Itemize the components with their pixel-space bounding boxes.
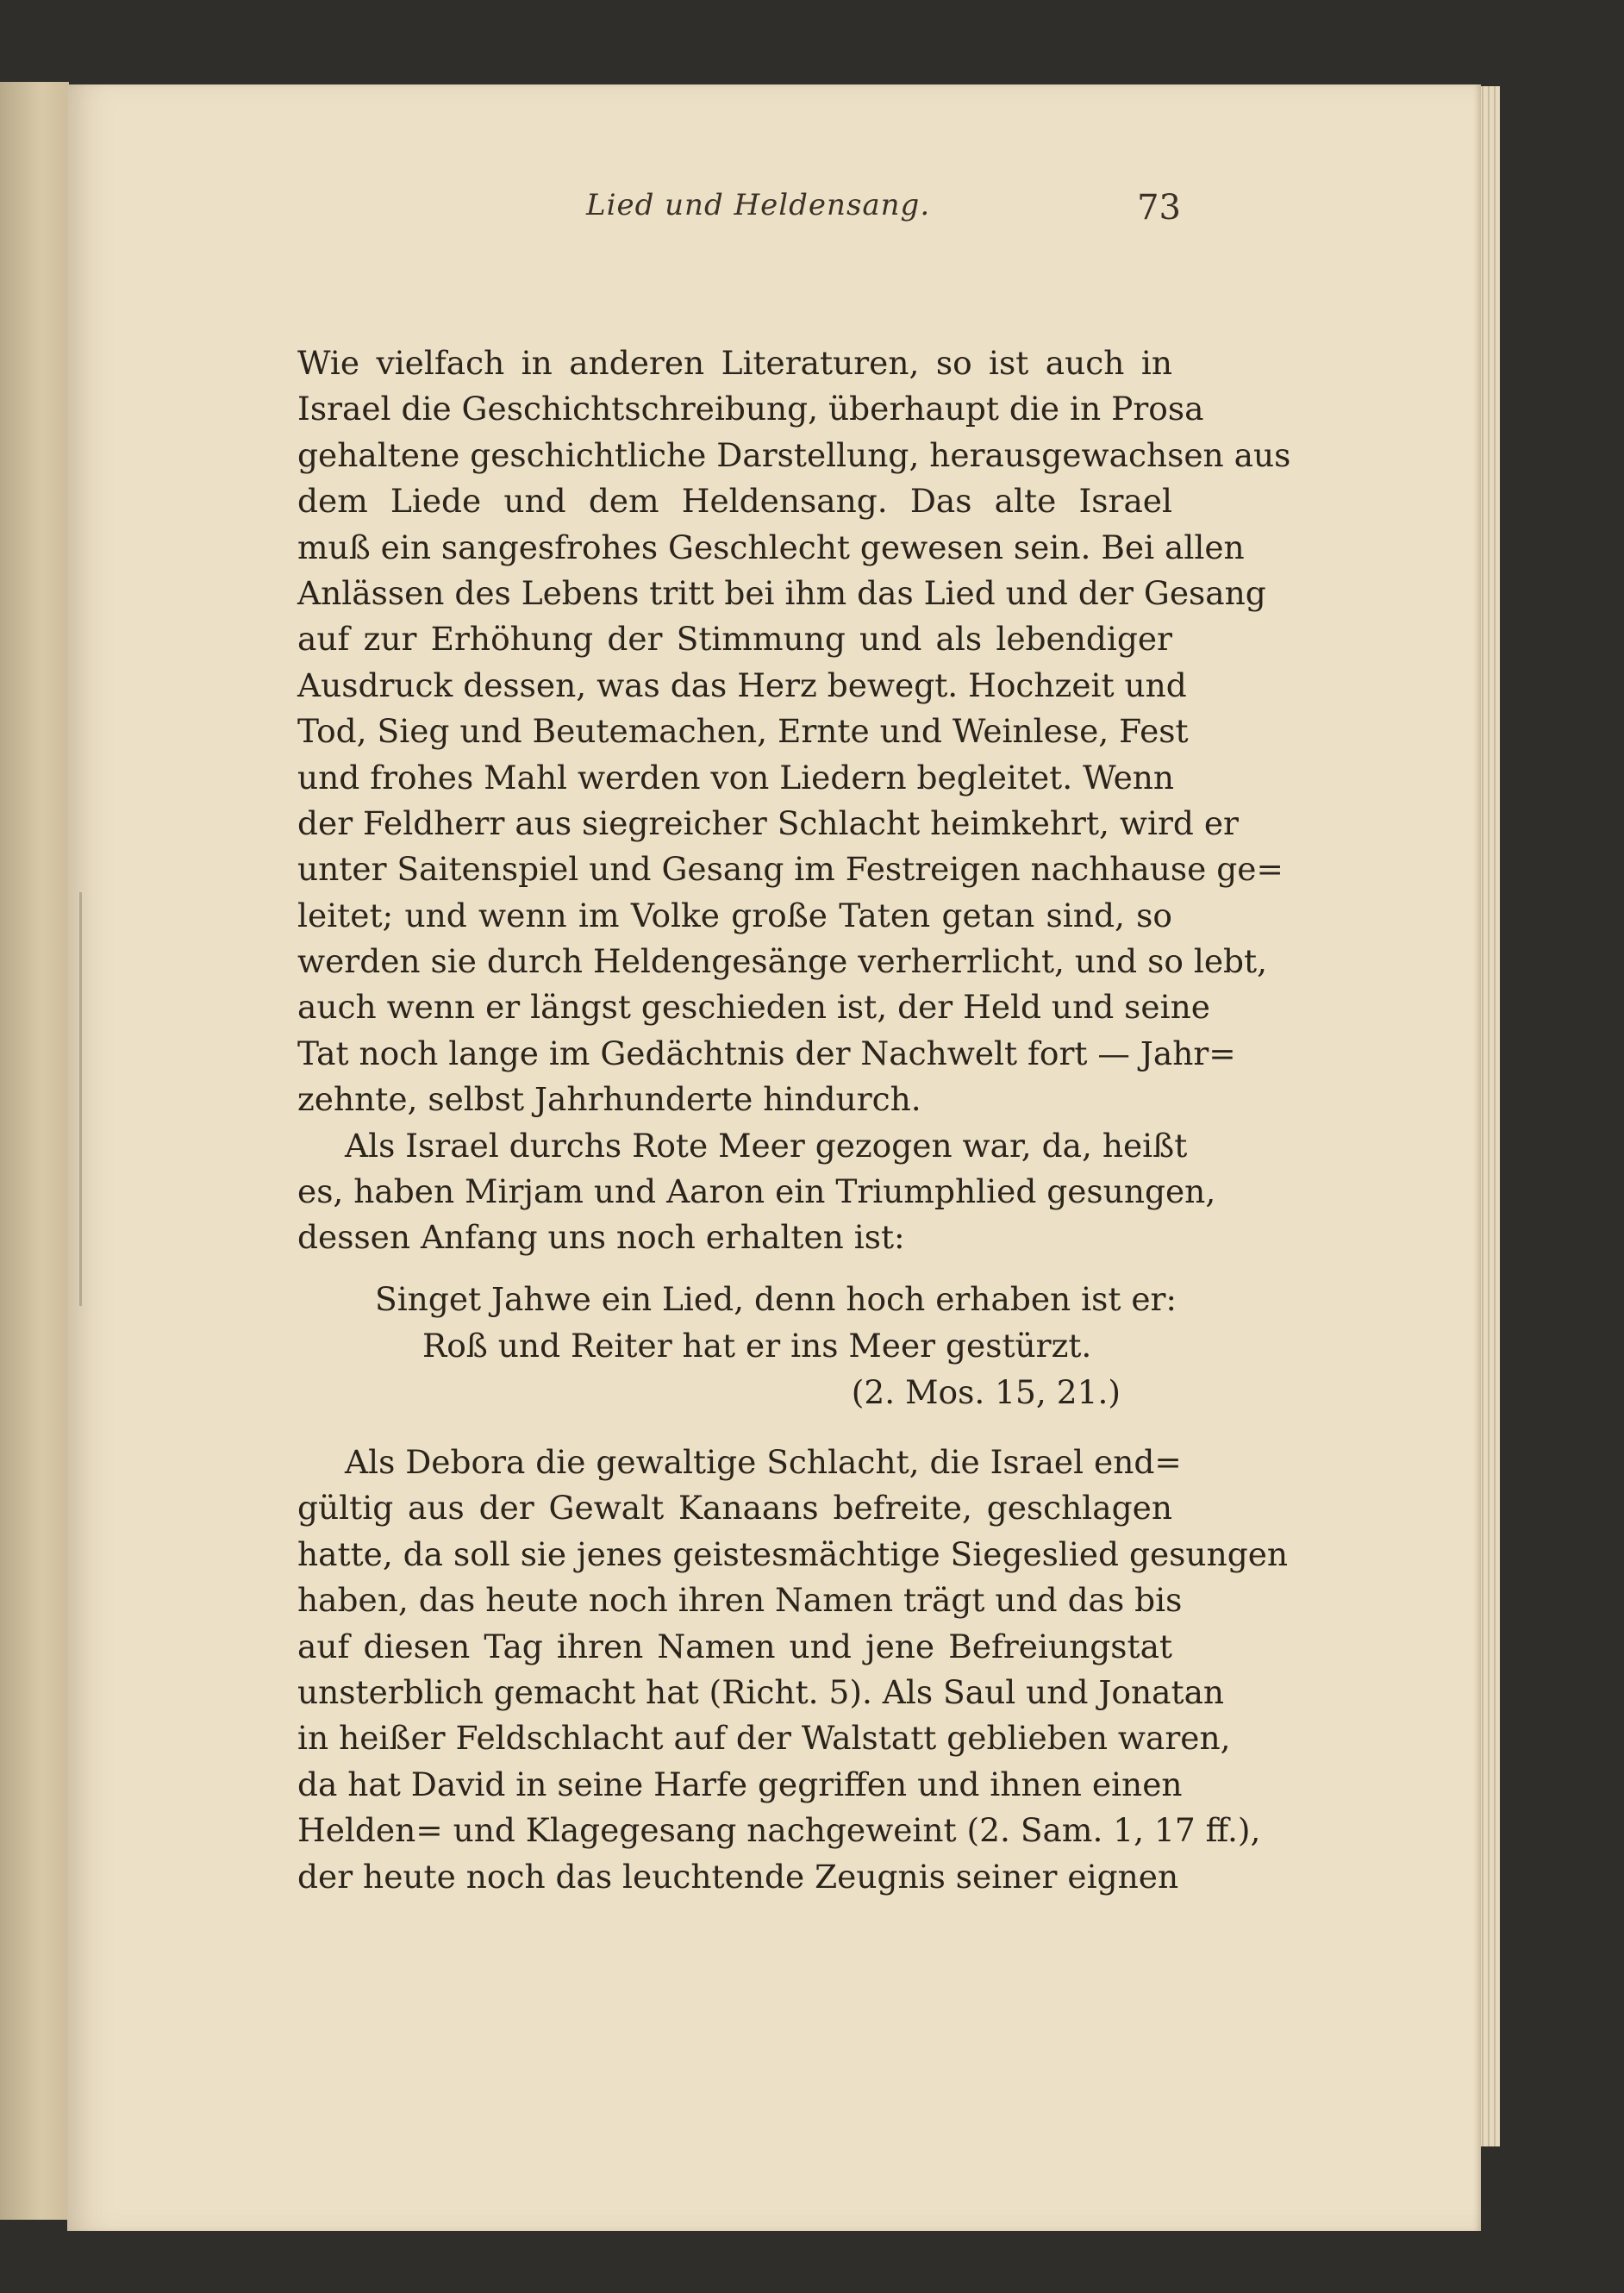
text-line: Israel die Geschichtschreibung, überhaupt die in Prosa xyxy=(297,390,1204,428)
text-line: der heute noch das leuchtende Zeugnis seiner eignen xyxy=(297,1857,1179,1896)
text-line: es, haben Mirjam und Aaron ein Triumphlied gesungen, xyxy=(297,1172,1216,1211)
paragraph-1 xyxy=(297,341,1291,1261)
page-number: 73 xyxy=(1137,188,1181,228)
text-line: und frohes Mahl werden von Liedern begleitet. Wenn xyxy=(297,758,1175,797)
text-line: werden sie durch Heldengesänge verherrlicht, und so lebt, xyxy=(297,942,1267,981)
text-line: Als Debora die gewaltige Schlacht, die Israel end= xyxy=(345,1443,1182,1481)
verse-quote xyxy=(297,1276,1177,1415)
text-line: auf diesen Tag ihren Namen und jene Befreiungstat xyxy=(297,1627,1172,1665)
text-line: gehaltene geschichtliche Darstellung, herausgewachsen aus xyxy=(297,435,1291,474)
text-line: Ausdruck dessen, was das Herz bewegt. Hochzeit und xyxy=(297,665,1187,704)
text-line: unsterblich gemacht hat (Richt. 5). Als Saul und Jonatan xyxy=(297,1672,1225,1711)
text-line: haben, das heute noch ihren Namen trägt und das bis xyxy=(297,1581,1183,1620)
margin-mark xyxy=(79,892,82,1306)
running-title: Lied und Heldensang. xyxy=(586,188,931,222)
text-line: dem Liede und dem Heldensang. Das alte Israel xyxy=(297,482,1172,521)
text-line: Tod, Sieg und Beutemachen, Ernte und Weinlese, Fest xyxy=(297,712,1189,751)
text-line: in heißer Feldschlacht auf der Walstatt geblieben waren, xyxy=(297,1719,1231,1758)
page-header xyxy=(293,188,1181,240)
text-line: unter Saitenspiel und Gesang im Festreigen nachhause ge= xyxy=(297,850,1284,889)
text-line: hatte, da soll sie jenes geistesmächtige Siegeslied gesungen xyxy=(297,1534,1289,1573)
text-line: dessen Anfang uns noch erhalten ist: xyxy=(297,1218,905,1257)
text-line: leitet; und wenn im Volke große Taten getan sind, so xyxy=(297,896,1172,934)
text-line: Anlässen des Lebens tritt bei ihm das Lied und der Gesang xyxy=(297,573,1266,612)
text-line: gültig aus der Gewalt Kanaans befreite, geschlagen xyxy=(297,1489,1172,1528)
text-line: Als Israel durchs Rote Meer gezogen war, da, heißt xyxy=(345,1126,1188,1165)
text-line: auf zur Erhöhung der Stimmung und als lebendiger xyxy=(297,620,1172,659)
paragraph-3 xyxy=(297,1440,1289,1900)
verse-line: Singet Jahwe ein Lied, denn hoch erhaben ist er: xyxy=(375,1280,1177,1318)
text-line: Tat noch lange im Gedächtnis der Nachwelt fort — Jahr= xyxy=(297,1034,1236,1072)
text-line: zehnte, selbst Jahrhunderte hindurch. xyxy=(297,1080,921,1119)
text-line: Wie vielfach in anderen Literaturen, so ist auch in xyxy=(297,344,1172,382)
verse-line: Roß und Reiter hat er ins Meer gestürzt. xyxy=(422,1327,1092,1365)
text-line: muß ein sangesfrohes Geschlecht gewesen sein. Bei allen xyxy=(297,528,1245,566)
text-line: der Feldherr aus siegreicher Schlacht heimkehrt, wird er xyxy=(297,803,1239,842)
text-line: Helden= und Klagegesang nachgeweint (2. Sam. 1, 17 ff.), xyxy=(297,1811,1261,1850)
facing-page-edge xyxy=(0,82,69,2220)
text-line: auch wenn er längst geschieden ist, der Held und seine xyxy=(297,988,1210,1027)
verse-reference: (2. Mos. 15, 21.) xyxy=(851,1373,1121,1411)
text-line: da hat David in seine Harfe gegriffen und ihnen einen xyxy=(297,1765,1183,1803)
